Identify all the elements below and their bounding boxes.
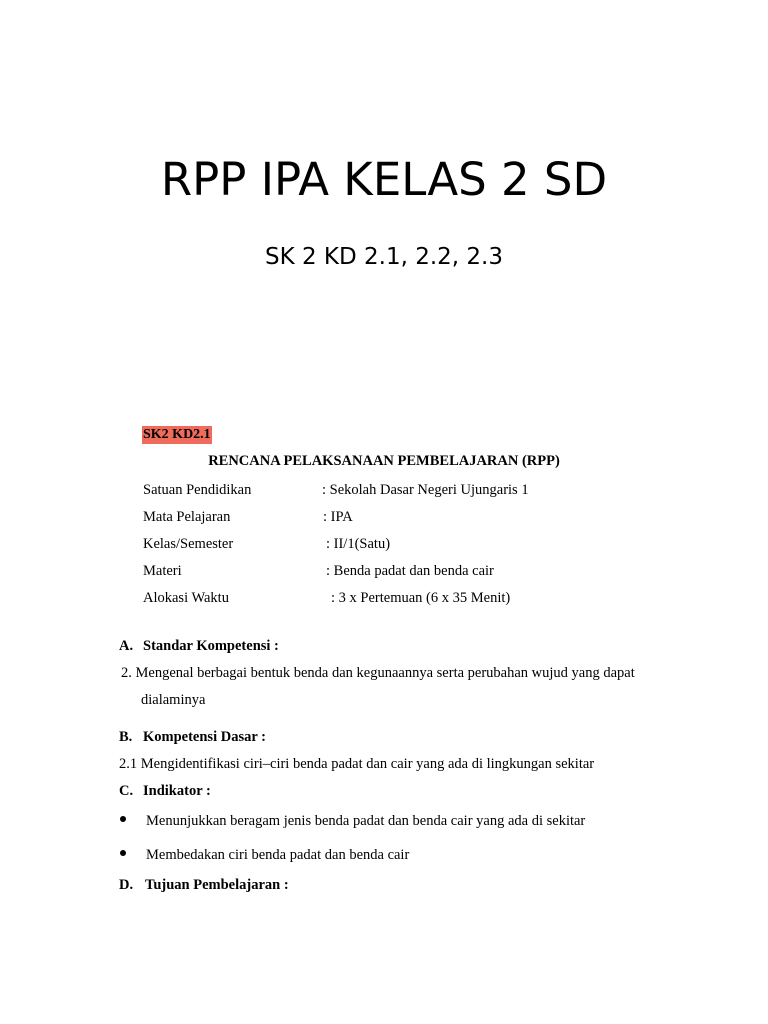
section-d-title: Tujuan Pembelajaran :: [145, 877, 289, 893]
bullet-icon: [120, 816, 126, 822]
section-tag: SK2 KD2.1: [143, 427, 211, 442]
identity-value: : 3 x Pertemuan (6 x 35 Menit): [331, 590, 511, 606]
identity-value: : Benda padat dan benda cair: [326, 563, 494, 579]
section-a-line: dialaminya: [141, 692, 206, 708]
identity-label: Satuan Pendidikan: [143, 482, 252, 498]
document-title: RPP IPA KELAS 2 SD: [160, 153, 608, 206]
identity-label: Materi: [143, 563, 182, 579]
document-subtitle: SK 2 KD 2.1, 2.2, 2.3: [264, 244, 504, 270]
indicator-item: Membedakan ciri benda padat dan benda cair: [146, 847, 410, 863]
section-a-title: Standar Kompetensi :: [143, 638, 279, 654]
section-b-letter: B.: [119, 729, 133, 745]
section-c-title: Indikator :: [143, 783, 211, 799]
identity-label: Kelas/Semester: [143, 536, 234, 552]
section-a-line: 2. Mengenal berbagai bentuk benda dan kegunaannya serta perubahan wujud yang dapat: [121, 665, 635, 681]
identity-label: Alokasi Waktu: [143, 590, 229, 606]
identity-value: : Sekolah Dasar Negeri Ujungaris 1: [322, 482, 529, 498]
indicator-item: Menunjukkan beragam jenis benda padat dan benda cair yang ada di sekitar: [146, 813, 586, 829]
identity-value: : II/1(Satu): [326, 536, 391, 552]
section-c-letter: C.: [119, 783, 134, 799]
section-a-letter: A.: [119, 638, 134, 654]
identity-label: Mata Pelajaran: [143, 509, 231, 525]
rpp-heading: RENCANA PELAKSANAAN PEMBELAJARAN (RPP): [208, 453, 560, 469]
bullet-icon: [120, 850, 126, 856]
identity-value: : IPA: [323, 509, 353, 525]
section-b-title: Kompetensi Dasar :: [143, 729, 266, 745]
section-b-text: 2.1 Mengidentifikasi ciri–ciri benda padat dan cair yang ada di lingkungan sekitar: [119, 756, 595, 772]
section-d-letter: D.: [119, 877, 134, 893]
